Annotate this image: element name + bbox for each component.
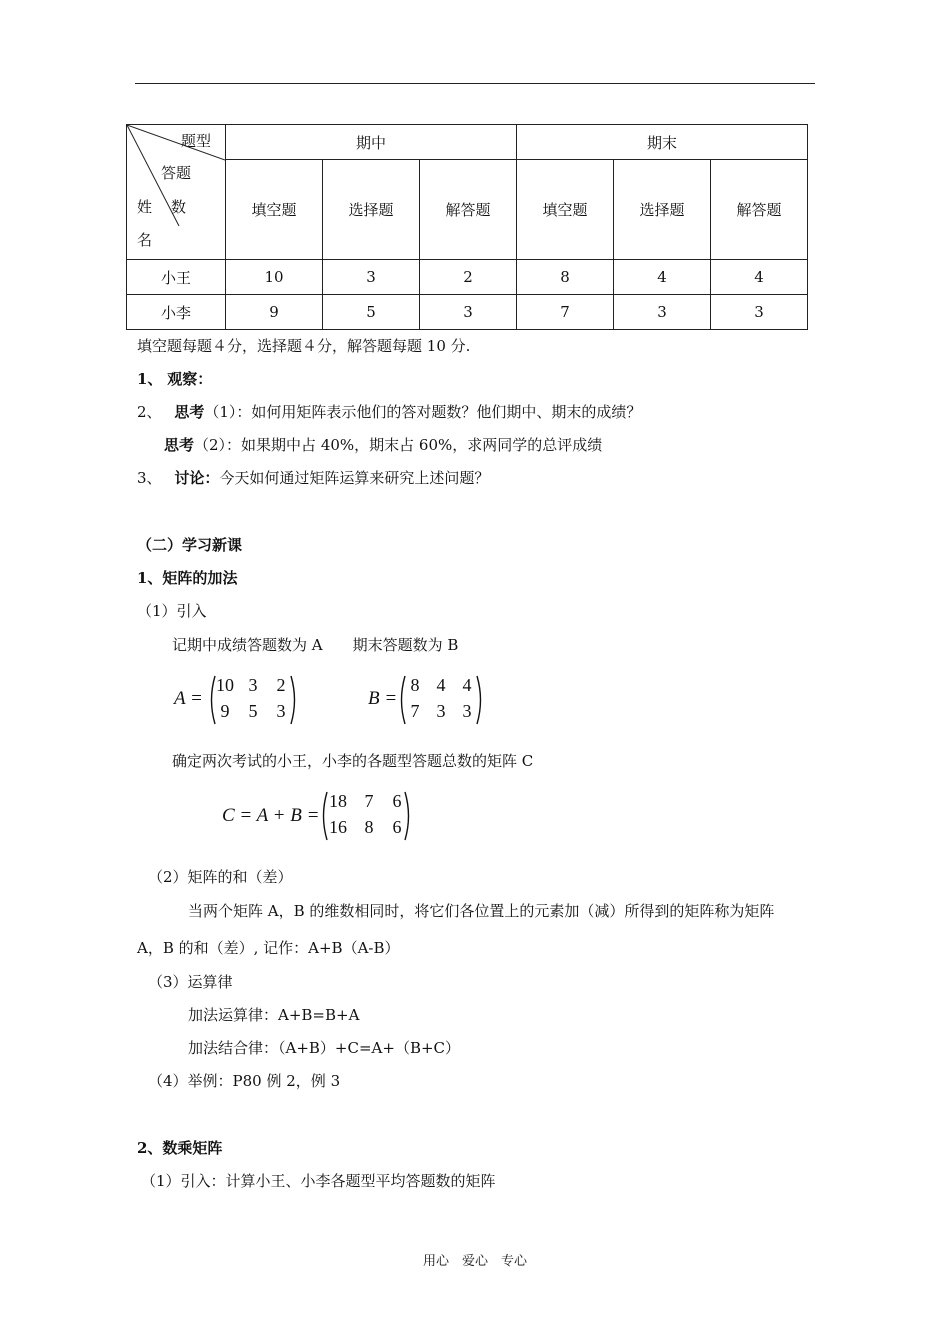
matrix-cell: 4	[436, 675, 446, 695]
matrix-b	[398, 674, 484, 726]
item-number: 2、	[137, 403, 162, 421]
item-text: （2）：如果期中占 40%，期末占 60%，求两同学的总评成绩	[194, 436, 603, 454]
item-discuss	[137, 467, 489, 488]
matrix-cell: 8	[410, 675, 420, 695]
intro-text: 记期中成绩答题数为 A 期末答题数为 B	[172, 636, 459, 654]
matrix-cell: 16	[329, 817, 347, 837]
matrix-cell: 3	[436, 701, 446, 721]
table-header-row	[127, 125, 808, 160]
corner-label-name1: 姓	[137, 198, 153, 216]
sum-definition-line1: 当两个矩阵 A，B 的维数相同时，将它们各位置上的元素加（减）所得到的矩阵称为矩阵	[188, 902, 775, 920]
subheading-sum: （2）矩阵的和（差）	[148, 868, 293, 886]
matrix-a-label: A =	[174, 688, 203, 709]
matrix-cell: 2	[276, 675, 286, 695]
section-title: （二）学习新课	[137, 536, 243, 554]
law-associative: 加法结合律：（A+B）+C=A+（B+C）	[188, 1039, 461, 1057]
matrix-c-label: C = A + B =	[222, 805, 320, 826]
subheader-cell: 填空题	[226, 160, 323, 260]
score-table	[126, 124, 808, 330]
table-cell: 3	[323, 260, 420, 295]
item-think-2	[164, 434, 602, 455]
matrix-cell: 3	[462, 701, 472, 721]
subheader-cell: 解答题	[711, 160, 808, 260]
table-corner-cell	[127, 125, 226, 260]
table-subheader-row	[127, 160, 808, 260]
matrix-cell: 10	[216, 675, 234, 695]
item-heading: 讨论：	[174, 469, 220, 487]
row-name: 小李	[127, 295, 226, 330]
corner-label-count2: 数	[171, 198, 187, 216]
matrix-cell: 9	[220, 701, 230, 721]
heading-scalar-multiplication: 2、数乘矩阵	[137, 1139, 223, 1157]
matrix-cell: 8	[364, 817, 374, 837]
item-number: 1、	[137, 370, 163, 388]
table-cell: 5	[323, 295, 420, 330]
table-row	[127, 295, 808, 330]
table-cell: 7	[517, 295, 614, 330]
table-cell: 3	[614, 295, 711, 330]
matrix-cell: 4	[462, 675, 472, 695]
heading-matrix-addition: 1、矩阵的加法	[137, 569, 238, 587]
header-rule	[135, 83, 815, 84]
row-name: 小王	[127, 260, 226, 295]
table-cell: 3	[420, 295, 517, 330]
matrix-cell: 7	[410, 701, 420, 721]
item-text: 今天如何通过矩阵运算来研究上述问题？	[219, 469, 490, 487]
item-text: （1）：如何用矩阵表示他们的答对题数？他们期中、期末的成绩？	[204, 403, 642, 421]
table-cell: 4	[711, 260, 808, 295]
table-cell: 2	[420, 260, 517, 295]
item-heading: 思考	[164, 436, 195, 454]
item-think-1	[137, 401, 641, 422]
law-commutative: 加法运算律：A+B=B+A	[188, 1006, 360, 1024]
table-row	[127, 260, 808, 295]
matrix-cell: 7	[364, 791, 374, 811]
table-cell: 9	[226, 295, 323, 330]
item-number: 3、	[137, 469, 162, 487]
subheader-cell: 填空题	[517, 160, 614, 260]
define-c-text: 确定两次考试的小王，小李的各题型答题总数的矩阵 C	[172, 752, 534, 770]
subheading-laws: （3）运算律	[148, 973, 233, 991]
matrix-cell: 6	[392, 791, 402, 811]
matrix-cell: 6	[392, 817, 402, 837]
item-heading: 观察：	[167, 370, 213, 388]
table-cell: 8	[517, 260, 614, 295]
subheader-cell: 解答题	[420, 160, 517, 260]
corner-label-type: 题型	[181, 132, 212, 150]
matrix-cell: 3	[248, 675, 258, 695]
page-footer: 用心 爱心 专心	[422, 1254, 527, 1269]
item-heading: 思考	[174, 403, 205, 421]
group-midterm: 期中	[226, 125, 517, 160]
subheading-intro: （1）引入	[137, 602, 207, 620]
matrix-cell: 18	[329, 791, 347, 811]
scalar-intro: （1）引入：计算小王、小李各题型平均答题数的矩阵	[141, 1172, 496, 1190]
corner-label-count: 答题	[161, 164, 192, 182]
table-cell: 3	[711, 295, 808, 330]
table-cell: 4	[614, 260, 711, 295]
examples-line: （4）举例：P80 例 2，例 3	[148, 1072, 341, 1090]
matrix-cell: 3	[276, 701, 286, 721]
matrix-c	[320, 790, 412, 842]
sum-definition-line2: A，B 的和（差）, 记作：A+B（A-B）	[137, 939, 400, 957]
matrix-a	[208, 674, 298, 726]
scoring-note: 填空题每题４分，选择题４分，解答题每题 10 分.	[137, 337, 471, 355]
table-cell: 10	[226, 260, 323, 295]
group-final: 期末	[517, 125, 808, 160]
subheader-cell: 选择题	[323, 160, 420, 260]
corner-label-name2: 名	[137, 231, 153, 249]
subheader-cell: 选择题	[614, 160, 711, 260]
item-observe	[137, 368, 212, 389]
matrix-b-label: B =	[368, 688, 398, 709]
matrix-cell: 5	[248, 701, 258, 721]
